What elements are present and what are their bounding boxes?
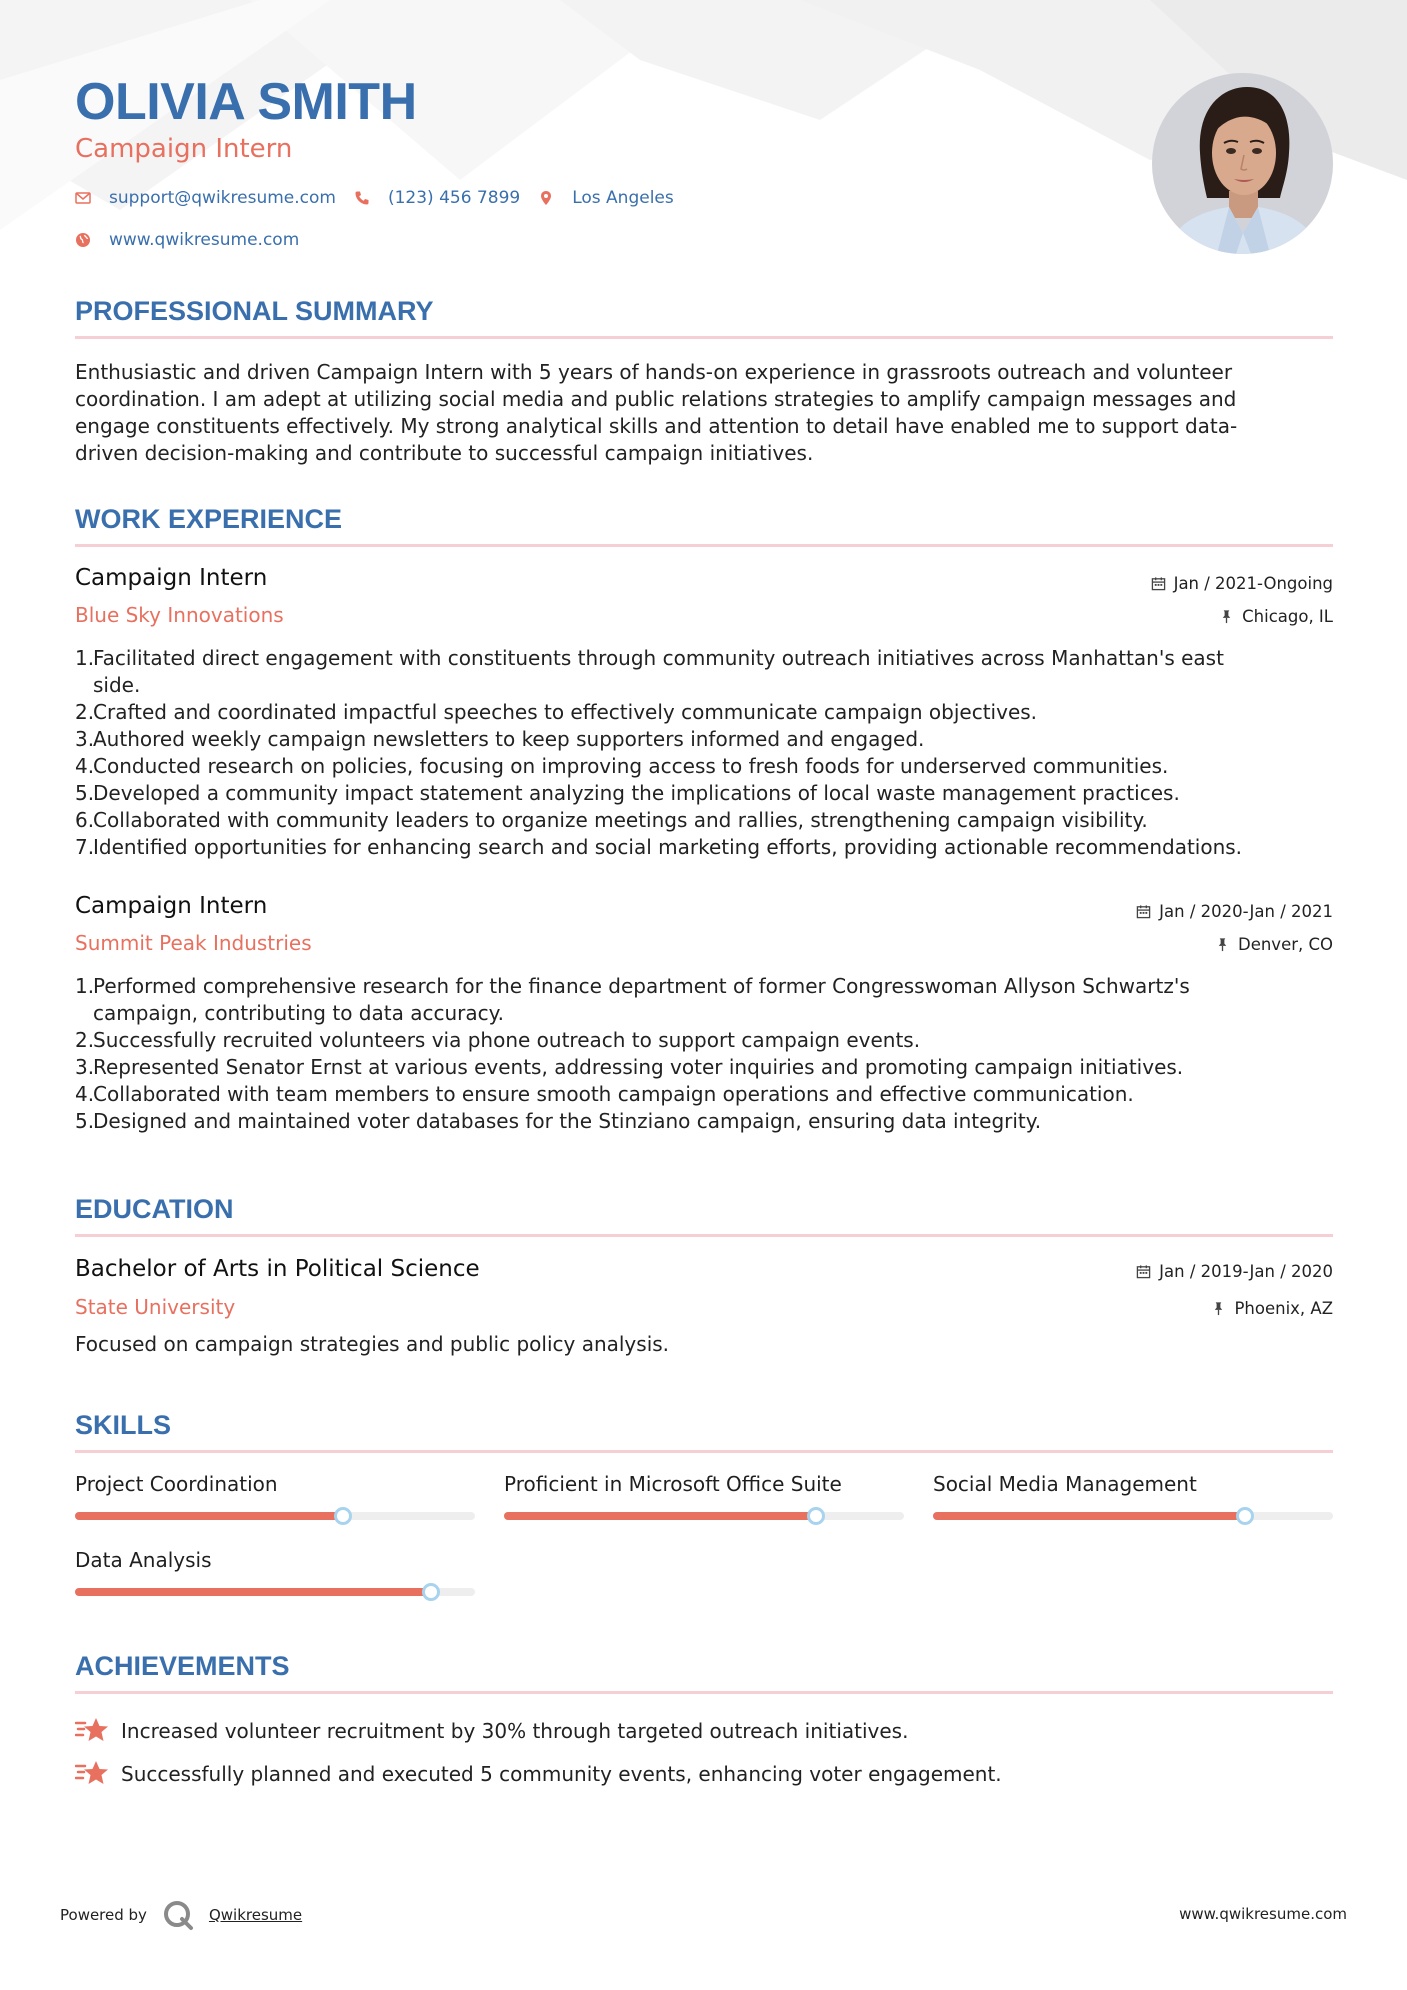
company-name: Summit Peak Industries bbox=[75, 931, 312, 955]
section-rule bbox=[75, 336, 1333, 339]
list-item: 3. Authored weekly campaign newsletters to keep supporters informed and engaged. bbox=[75, 727, 925, 751]
list-item: 2. Crafted and coordinated impactful speeches to effectively communicate campaign objectives. bbox=[75, 700, 1038, 724]
skill-label: Project Coordination bbox=[75, 1472, 278, 1496]
job-title: Campaign Intern bbox=[75, 565, 268, 591]
degree-title: Bachelor of Arts in Political Science bbox=[75, 1256, 480, 1282]
job-dates bbox=[1151, 574, 1333, 593]
job-location bbox=[1219, 607, 1333, 626]
job-title: Campaign Intern bbox=[75, 893, 268, 919]
job-location-text: Denver, CO bbox=[1237, 935, 1333, 954]
footer-website[interactable]: www.qwikresume.com bbox=[1179, 1905, 1347, 1923]
list-item: 1. Performed comprehensive research for the finance department of former Congresswoman Allyson Schwartz's campaign, contributing to data accuracy. bbox=[75, 974, 1190, 1025]
phone-text: (123) 456 7899 bbox=[387, 188, 521, 208]
list-item: 7. Identified opportunities for enhancing search and social marketing efforts, providing actionable recommendations. bbox=[75, 835, 1243, 859]
skill-level-knob bbox=[334, 1507, 352, 1525]
company-name: Blue Sky Innovations bbox=[75, 603, 284, 627]
contact-row-website bbox=[75, 230, 317, 250]
skill-level-knob bbox=[422, 1583, 440, 1601]
list-item: 6. Collaborated with community leaders to organize meetings and rallies, strengthening campaign visibility. bbox=[75, 808, 1148, 832]
map-pin-icon bbox=[538, 190, 554, 206]
section-title-skills: SKILLS bbox=[75, 1410, 172, 1440]
list-item: 1. Facilitated direct engagement with constituents through community outreach initiatives across Manhattan's east side. bbox=[75, 646, 1224, 697]
list-item: 4. Collaborated with team members to ensure smooth campaign operations and effective communication. bbox=[75, 1082, 1134, 1106]
candidate-name: OLIVIA SMITH bbox=[75, 73, 417, 131]
contact-phone[interactable] bbox=[354, 188, 520, 208]
summary-line: engage constituents effectively. My strong analytical skills and attention to detail have enabled me to support data- bbox=[75, 414, 1238, 438]
calendar-icon bbox=[1136, 1264, 1151, 1279]
skill-item bbox=[75, 1548, 475, 1572]
skill-item bbox=[504, 1472, 904, 1496]
section-title-achievements: ACHIEVEMENTS bbox=[75, 1651, 290, 1681]
skill-label: Proficient in Microsoft Office Suite bbox=[504, 1472, 842, 1496]
skill-track bbox=[504, 1512, 904, 1520]
avatar-illustration bbox=[1152, 73, 1333, 254]
achievement-item bbox=[75, 1715, 908, 1747]
achievement-text: Increased volunteer recruitment by 30% through targeted outreach initiatives. bbox=[121, 1719, 909, 1743]
list-item: 3. Represented Senator Ernst at various events, addressing voter inquiries and promoting campaign initiatives. bbox=[75, 1055, 1184, 1079]
education-dates-text: Jan / 2019-Jan / 2020 bbox=[1159, 1262, 1333, 1281]
job-dates-text: Jan / 2020-Jan / 2021 bbox=[1159, 902, 1333, 921]
pushpin-icon bbox=[1215, 937, 1230, 952]
contact-location bbox=[538, 188, 674, 208]
education-description: Focused on campaign strategies and public policy analysis. bbox=[75, 1332, 670, 1356]
contact-website[interactable] bbox=[75, 230, 299, 250]
envelope-icon bbox=[75, 190, 91, 206]
skill-fill bbox=[75, 1512, 343, 1520]
job-bullets bbox=[75, 973, 1333, 1135]
job-dates bbox=[1136, 902, 1333, 921]
summary-line: driven decision-making and contribute to successful campaign initiatives. bbox=[75, 441, 814, 465]
education-dates bbox=[1136, 1262, 1333, 1281]
calendar-icon bbox=[1136, 904, 1151, 919]
contact-row bbox=[75, 188, 692, 208]
powered-by-label: Powered by bbox=[60, 1906, 147, 1924]
location-text: Los Angeles bbox=[572, 188, 674, 208]
email-text: support@qwikresume.com bbox=[109, 188, 336, 208]
section-rule bbox=[75, 1691, 1333, 1694]
job-bullets bbox=[75, 645, 1333, 861]
skill-label: Data Analysis bbox=[75, 1548, 212, 1572]
list-item: 2. Successfully recruited volunteers via phone outreach to support campaign events. bbox=[75, 1028, 921, 1052]
list-item: 5. Designed and maintained voter databases for the Stinziano campaign, ensuring data integrity. bbox=[75, 1109, 1042, 1133]
pushpin-icon bbox=[1219, 609, 1234, 624]
skill-track bbox=[933, 1512, 1333, 1520]
list-item: 5. Developed a community impact statement analyzing the implications of local waste management practices. bbox=[75, 781, 1180, 805]
profile-photo bbox=[1152, 73, 1333, 254]
achievement-item bbox=[75, 1758, 1002, 1790]
skill-fill bbox=[75, 1588, 431, 1596]
skill-track bbox=[75, 1512, 475, 1520]
summary-paragraph bbox=[75, 359, 1333, 467]
list-item: 4. Conducted research on policies, focusing on improving access to fresh foods for underserved communities. bbox=[75, 754, 1169, 778]
skill-item bbox=[933, 1472, 1333, 1496]
calendar-icon bbox=[1151, 576, 1166, 591]
website-text: www.qwikresume.com bbox=[109, 230, 300, 250]
section-title-experience: WORK EXPERIENCE bbox=[75, 504, 343, 534]
skill-label: Social Media Management bbox=[933, 1472, 1197, 1496]
achievement-text: Successfully planned and executed 5 community events, enhancing voter engagement. bbox=[121, 1762, 1002, 1786]
pushpin-icon bbox=[1211, 1301, 1226, 1316]
skill-fill bbox=[933, 1512, 1245, 1520]
section-title-education: EDUCATION bbox=[75, 1194, 234, 1224]
section-rule bbox=[75, 1234, 1333, 1237]
school-name: State University bbox=[75, 1295, 236, 1319]
section-rule bbox=[75, 544, 1333, 547]
summary-line: Enthusiastic and driven Campaign Intern with 5 years of hands-on experience in grassroots outreach and volunteer bbox=[75, 360, 1233, 384]
section-rule bbox=[75, 1450, 1333, 1453]
skill-level-knob bbox=[807, 1507, 825, 1525]
phone-icon bbox=[354, 190, 370, 206]
job-location bbox=[1215, 935, 1333, 954]
skill-fill bbox=[504, 1512, 816, 1520]
job-dates-text: Jan / 2021-Ongoing bbox=[1173, 574, 1333, 593]
education-location-text: Phoenix, AZ bbox=[1234, 1299, 1333, 1318]
star-burst-icon bbox=[75, 1758, 109, 1790]
qwikresume-link[interactable]: Qwikresume bbox=[208, 1906, 303, 1924]
star-burst-icon bbox=[75, 1715, 109, 1747]
skill-track bbox=[75, 1588, 475, 1596]
job-location-text: Chicago, IL bbox=[1242, 607, 1333, 626]
contact-email[interactable] bbox=[75, 188, 336, 208]
section-title-summary: PROFESSIONAL SUMMARY bbox=[75, 296, 434, 326]
skill-level-knob bbox=[1236, 1507, 1254, 1525]
footer-powered-by bbox=[60, 1898, 302, 1932]
skill-item bbox=[75, 1472, 475, 1496]
education-location bbox=[1211, 1299, 1333, 1318]
qwikresume-logo-icon bbox=[161, 1898, 195, 1932]
summary-line: coordination. I am adept at utilizing social media and public relations strategies to amplify campaign messages and bbox=[75, 387, 1237, 411]
globe-icon bbox=[75, 232, 91, 248]
candidate-title: Campaign Intern bbox=[75, 134, 293, 164]
